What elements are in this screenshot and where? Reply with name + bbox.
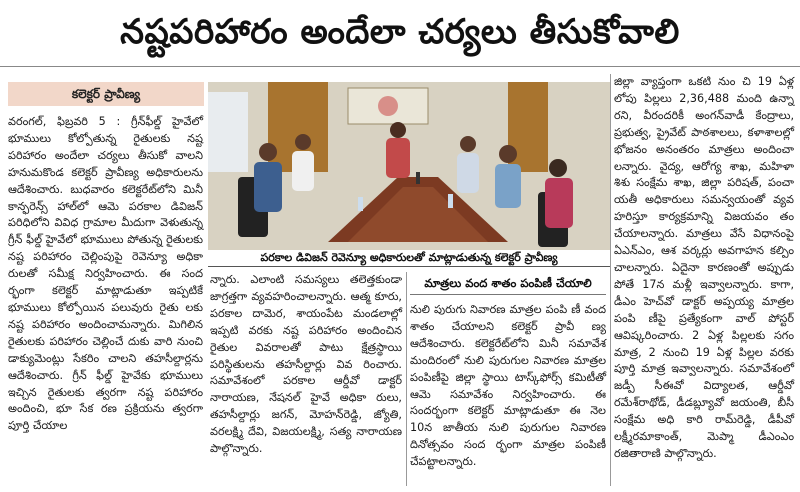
article-column-4 [614, 74, 794, 486]
column-4-text: జిల్లా వ్యాప్తంగా ఒకటి నుం చి 19 ఏళ్ల లోపు పిల్లలు 2,36,488 మంది ఉన్నా రని, వీరందరికీ అంగన్‌వాడీ కేంద్రాలు, ప్రభుత్వ, ప్రైవేట్ పాఠశాలలు, కళాశాలల్లో భోజనం అనంతరం మాత్రలు అందించా లన్నారు. వైద్య, ఆరోగ్య శాఖ, మహిళా శిశు సంక్షేమ శాఖ, జిల్లా పరిషత్, పంచా యతీ అధికారులు సమన్వయంతో వ్యవ హరిస్తూ కార్యక్రమాన్ని విజయవం తం చేయాలన్నారు. మాత్రలు వేసే విధానంపై ఏఎన్‌ఎం, ఆశ వర్కర్లు అవగాహన కల్పిం చాలన్నారు. ఏదైనా కారణంతో అప్పుడు పోతే 17న మళ్లీ ఇవ్వాలన్నారు. కాగా, డీఎం హెచ్‌వో డాక్టర్ అప్పయ్య మాత్రల పంపి ణీపై ప్రత్యేకంగా వాల్ పోస్టర్ ఆవిష్కరించారు. 2 ఏళ్ల పిల్లలకు సగం మాత్ర, 2 నుంచి 19 ఏళ్ల పిల్లల వరకు పూర్తి మాత్ర ఇవ్వాలన్నారు. సమావేశంలో జడ్పీ సీఈవో విద్యాలత, ఆర్డీవో రమేశ్‌రాథోడ్, డీడబ్ల్యూవో జయంతి, బీసీ సంక్షేమ అధి కారి రామ్‌రెడ్డి, డీపీవో లక్ష్మీరమాకాంత్, మెప్మా డీఎంఎం రజితారాణి పాల్గొన్నారు. [614, 75, 794, 460]
meeting-illustration [208, 82, 610, 250]
article-column-3 [410, 302, 606, 486]
column-2-text: న్నారు. ఎలాంటి సమస్యలు తలెత్తకుండా జాగ్రత్తగా వ్యవహరించాలన్నారు. ఆత్మ కూరు, పరకాల దామెర, శాయంపేట మండలాల్లో ఇప్పటి వరకు నష్ట పరిహారం అందించిన రైతుల వివరాలతో పాటు క్షేత్రస్థాయి పరిస్థితులను తహసీల్దార్లు వివ రించారు. సమావేశంలో పరకాల ఆర్డీవో డాక్టర్ నారాయణ, నేషనల్ హైవే అధికా రులు, తహసీల్దార్లు జగన్, మోహన్‌రెడ్డి, జ్యోతి, వరలక్ష్మి దేవి, విజయలక్ష్మి, సత్య నారాయణ పాల్గొన్నారు. [210, 273, 402, 456]
column-3-text: నులి పురుగు నివారణ మాత్రల పంపి ణీ వంద శాతం చేయాలని కలెక్టర్ ప్రావీ ణ్య ఆదేశించారు. కలెక్టరేట్‌లోని మినీ సమావేశ మందిరంలో నులి పురుగుల నివారణ మాత్రల పంపిణీపై జిల్లా స్థాయి టాస్క్‌ఫోర్స్ కమిటీతో ఆమె సమావేశం నిర్వహించారు. ఈ సందర్భంగా కలెక్టర్ మాట్లాడుతూ ఈ నెల 10న జాతీయ నులి పురుగుల నివారణ దినోత్సవం సంద ర్భంగా మాత్రల పంపిణీ చేపట్టాలన్నారు. [410, 303, 606, 469]
byline: కలెక్టర్ ప్రావీణ్య [8, 82, 204, 106]
column-1-text: వరంగల్, ఫిబ్రవరి 5 : గ్రీన్‌ఫీల్డ్ హైవేలో భూములు కోల్పోతున్న రైతులకు నష్ట పరిహారం అందేలా చర్యలు తీసుకో వాలని హనుమకొండ కలెక్టర్ ప్రావీణ్య అధికారులను ఆదేశించారు. బుధవారం కలెక్టరేట్‌లోని మినీ కాన్ఫరెన్స్ హాల్‌లో ఆమె పరకాల డివిజన్ పరిధిలోని వివిధ గ్రామాల మీదుగా వెళుతున్న గ్రీన్ ఫీల్డ్ హైవేలో భూములు పోతున్న రైతులకు నష్ట పరిహారం చెల్లింపుపై రెవెన్యూ అధికా రులతో సమీక్ష నిర్వహించారు. ఈ సంద ర్భంగా కలెక్టర్ మాట్లాడుతూ ఇప్పటికే భూములు కోల్పోయిన పలువురు రైతు లకు నష్ట పరిహారం అందించామన్నారు. మిగిలిన రైతులకు పరిహారం చెల్లించే దుకు వారి నుంచి డాక్యుమెంట్లు సేకరిం చాలని తహసీల్దార్లను ఆదేశించారు. గ్రీన్ ఫీల్డ్ హైవేకు భూములు ఇచ్చిన రైతులకు త్వరగా నష్ట పరిహారం అందించి, భూ సేక రణ ప్రక్రియను త్వరగా పూర్తి చేయాల [8, 115, 203, 433]
article-column-2 [210, 272, 402, 486]
photo-caption: పరకాల డివిజన్ రెవెన్యూ అధికారులతో మాట్లాడుతున్న కలెక్టర్ ప్రావీణ్య [208, 250, 610, 267]
top-rule [0, 66, 800, 67]
article-column-1 [8, 114, 203, 486]
subheading: మాత్రలు వంద శాతం పంపిణీ చేయాలి [410, 272, 606, 295]
headline: నష్టపరిహారం అందేలా చర్యలు తీసుకోవాలి [120, 12, 680, 52]
column-divider [406, 272, 407, 486]
meeting-photo [208, 82, 610, 250]
column-divider [610, 74, 611, 486]
